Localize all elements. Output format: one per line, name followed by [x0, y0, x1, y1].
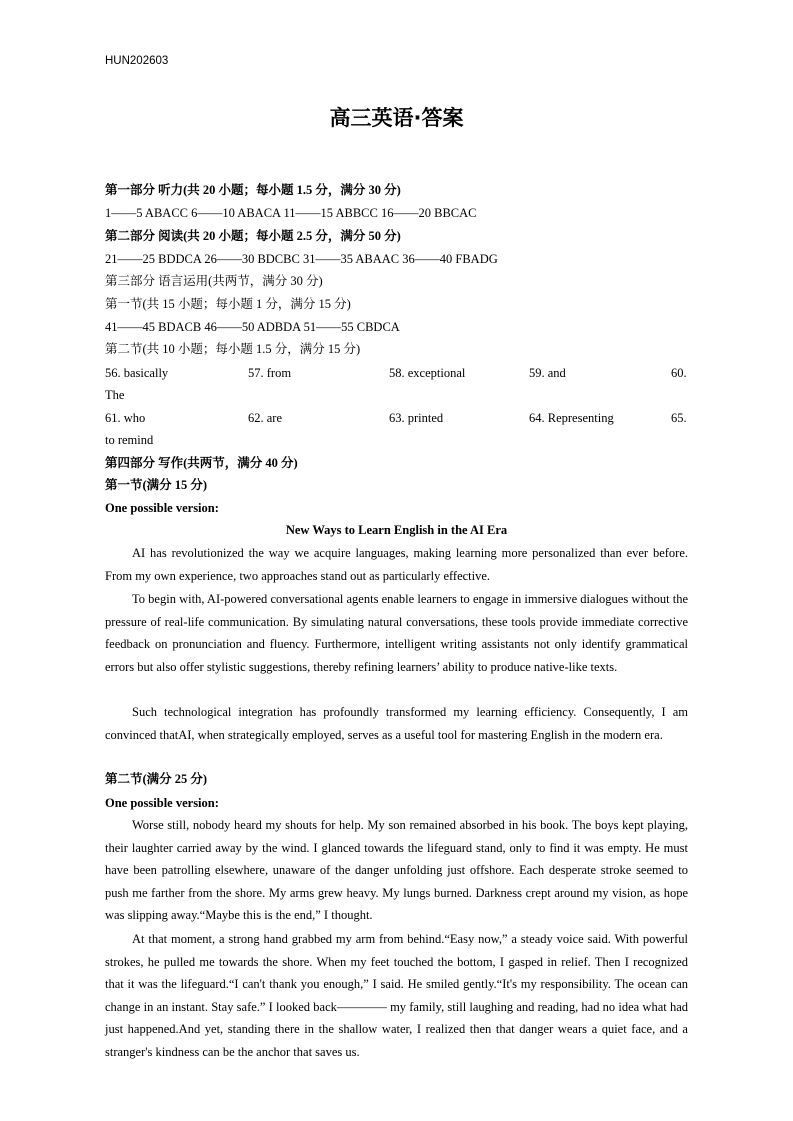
story-paragraph: Worse still, nobody heard my shouts for help. My son remained absorbed in his book. The boys kept playing, their laughter carried away by the wind. I glanced towards the lifeguard stand, only to find it was empty. He must have been patrolling elsewhere, unaware of the danger unfolding just offshore. Each desperate stroke seemed to push me farther from the shore. My arms grew heavy. My lungs burned. Darkness crept around my vision, as hope was slipping away.“Maybe this is the end,” I thought. — [105, 818, 688, 923]
essay-paragraph: AI has revolutionized the way we acquire languages, making learning more personalized than ever before. From my own experience, two approaches stand out as particularly effective. — [105, 546, 688, 583]
part3-heading: 第三部分 语言运用(共两节，满分 30 分) — [105, 274, 323, 288]
answer-57: 57. from — [248, 366, 292, 380]
part4-heading: 第四部分 写作(共两节，满分 40 分) — [105, 456, 298, 470]
part3-sec1-heading: 第一节(共 15 小题；每小题 1 分，满分 15 分) — [105, 297, 351, 311]
essay-paragraph: To begin with, AI-powered conversational agents enable learners to engage in immersive dialogues without the pressure of real-life communication. By simulating natural conversations, these tools provide immediate corrective feedback on pronunciation and fluency. Furthermore, intelligent writing assistants not only identify grammatical errors but also offer stylistic suggestions, thereby refining learners’ ability to produce native-like texts. — [105, 592, 688, 674]
story-paragraph: At that moment, a strong hand grabbed my arm from behind.“Easy now,” a steady voice said. With powerful strokes, he pulled me towards the shore. When my feet touched the bottom, I gasped in relief. Then I recognized that it was the lifeguard.“I can't thank you enough,” I said. He smiled gently.“It's my responsibility. The ocean can change in an instant. Stay safe.” I looked back———— my family, still laughing and reading, had no idea what had just happened.And yet, standing there in the shallow water, I realized then that danger wears a quiet face, and a stranger's kindness can be the anchor that saves us. — [105, 932, 688, 1059]
answer-58: 58. exceptional — [389, 366, 466, 380]
page-title: 高三英语·答案 — [329, 106, 464, 130]
part3-sec2-heading: 第二节(共 10 小题；每小题 1.5 分，满分 15 分) — [105, 342, 361, 356]
answer-59: 59. and — [529, 366, 566, 380]
answer-61: 61. who — [105, 411, 146, 425]
part2-heading: 第二部分 阅读(共 20 小题；每小题 2.5 分，满分 50 分) — [105, 229, 401, 243]
answer-65-number: 65. — [671, 411, 687, 425]
version-label: One possible version: — [105, 501, 219, 515]
part4-sec1-heading: 第一节(满分 15 分) — [105, 478, 208, 492]
essay-title: New Ways to Learn English in the AI Era — [285, 523, 508, 537]
answer-63: 63. printed — [389, 411, 444, 425]
answer-56: 56. basically — [105, 366, 169, 380]
part2-answers: 21——25 BDDCA 26——30 BDCBC 31——35 ABAAC 36——40 FBADG — [105, 252, 498, 266]
version-label-2: One possible version: — [105, 796, 219, 810]
answer-60-number: 60. — [671, 366, 687, 380]
part3-sec1-answers: 41——45 BDACB 46——50 ADBDA 51——55 CBDCA — [105, 320, 400, 334]
essay-paragraph: Such technological integration has profoundly transformed my learning efficiency. Consequently, I am convinced thatAI, when strategically employed, serves as a useful tool for mastering English in the modern era. — [105, 705, 688, 742]
document-code: HUN202603 — [105, 55, 169, 67]
part4-sec2-heading: 第二节(满分 25 分) — [105, 772, 208, 786]
answer-64: 64. Representing — [529, 411, 614, 425]
part1-answers: 1——5 ABACC 6——10 ABACA 11——15 ABBCC 16——20 BBCAC — [105, 206, 477, 220]
part1-heading: 第一部分 听力(共 20 小题；每小题 1.5 分，满分 30 分) — [105, 183, 401, 197]
answer-65-text: to remind — [105, 433, 154, 447]
answer-62: 62. are — [248, 411, 283, 425]
answer-60-text: The — [105, 388, 125, 402]
